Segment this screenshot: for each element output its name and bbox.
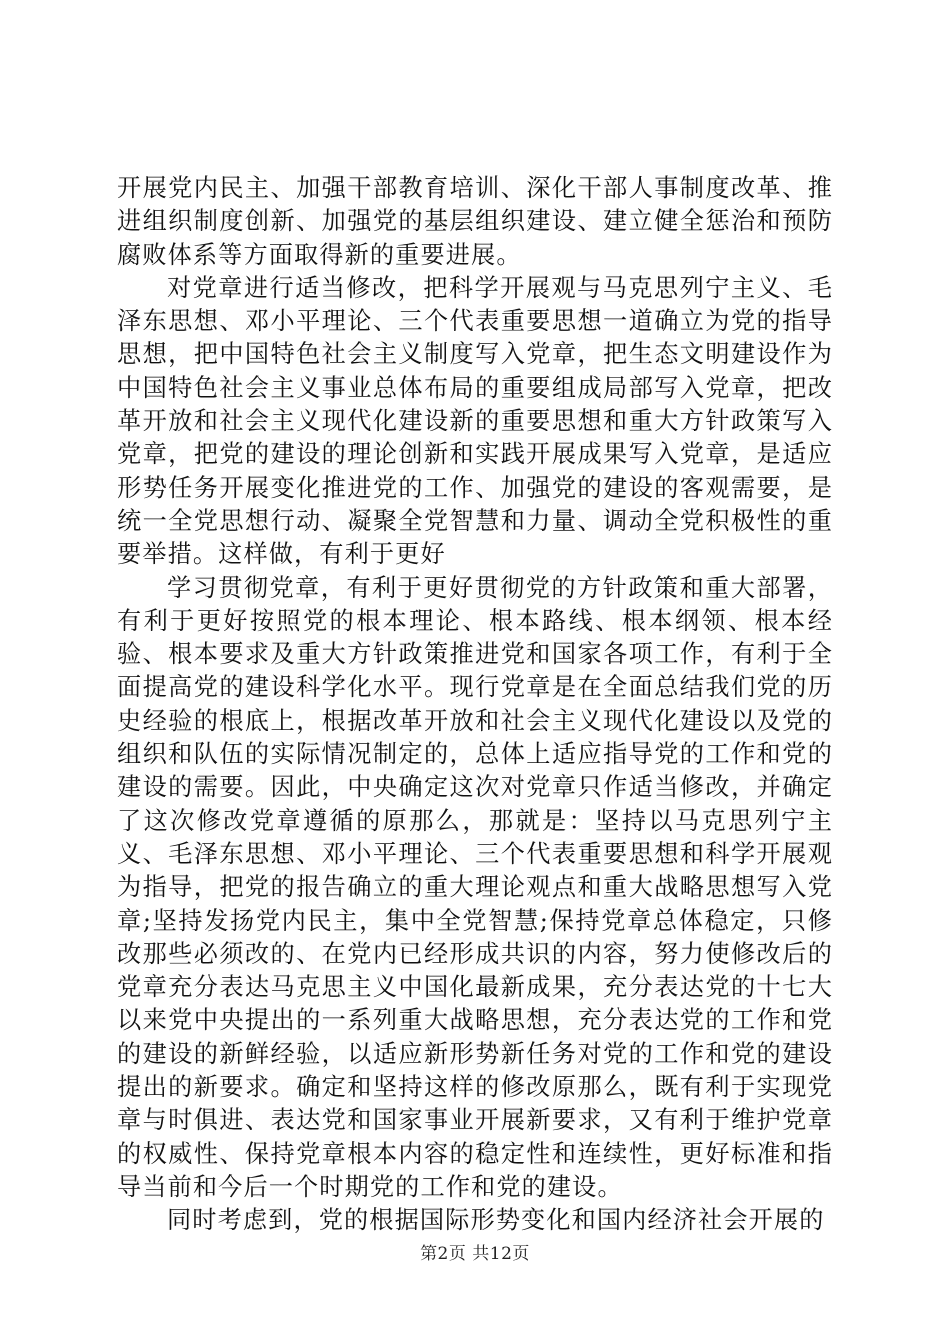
paragraph-4: 同时考虑到，党的根据国际形势变化和国内经济社会开展的 [167, 1206, 825, 1235]
paragraph-3: 学习贯彻党章，有利于更好贯彻党的方针政策和重大部署，有利于更好按照党的根本理论、根本路线、根本纲领、根本经验、根本要求及重大方针政策推进党和国家各项工作，有利于全面提高党的建设科学化水平。现行党章是在全面总结我们党的历史经验的根底上，根据改革开放和社会主义现代化建设以及党的组织和队伍的实际情况制定的，总体上适应指导党的工作和党的建设的需要。因此，中央确定这次对党章只作适当修改，并确定了这次修改党章遵循的原那么，那就是：坚持以马克思列宁主义、毛泽东思想、邓小平理论、三个代表重要思想和科学开展观为指导，把党的报告确立的重大理论观点和重大战略思想写入党章;坚持发扬党内民主，集中全党智慧;保持党章总体稳定，只修改那些必须改的、在党内已经形成共识的内容，努力使修改后的党章充分表达马克思主义中国化最新成果，充分表达党的十七大以来党中央提出的一系列重大战略思想，充分表达党的工作和党的建设的新鲜经验，以适应新形势新任务对党的工作和党的建设提出的新要求。确定和坚持这样的修改原那么，既有利于实现党章与时俱进、表达党和国家事业开展新要求，又有利于维护党章的权威性、保持党章根本内容的稳定性和连续性，更好标准和指导当前和今后一个时期党的工作和党的建设。 [117, 573, 833, 1201]
paragraph-1: 开展党内民主、加强干部教育培训、深化干部人事制度改革、推进组织制度创新、加强党的基层组织建设、建立健全惩治和预防腐败体系等方面取得新的重要进展。 [117, 174, 833, 269]
page-footer [0, 1243, 950, 1265]
paragraph-2: 对党章进行适当修改，把科学开展观与马克思列宁主义、毛泽东思想、邓小平理论、三个代表重要思想一道确立为党的指导思想，把中国特色社会主义制度写入党章，把生态文明建设作为中国特色社会主义事业总体布局的重要组成局部写入党章，把改革开放和社会主义现代化建设新的重要思想和重大方针政策写入党章，把党的建设的理论创新和实践开展成果写入党章，是适应形势任务开展变化推进党的工作、加强党的建设的客观需要，是统一全党思想行动、凝聚全党智慧和力量、调动全党积极性的重要举措。这样做，有利于更好 [117, 273, 833, 569]
document-body [117, 172, 833, 1238]
page-number-label: 第2页 共12页 [420, 1244, 530, 1264]
